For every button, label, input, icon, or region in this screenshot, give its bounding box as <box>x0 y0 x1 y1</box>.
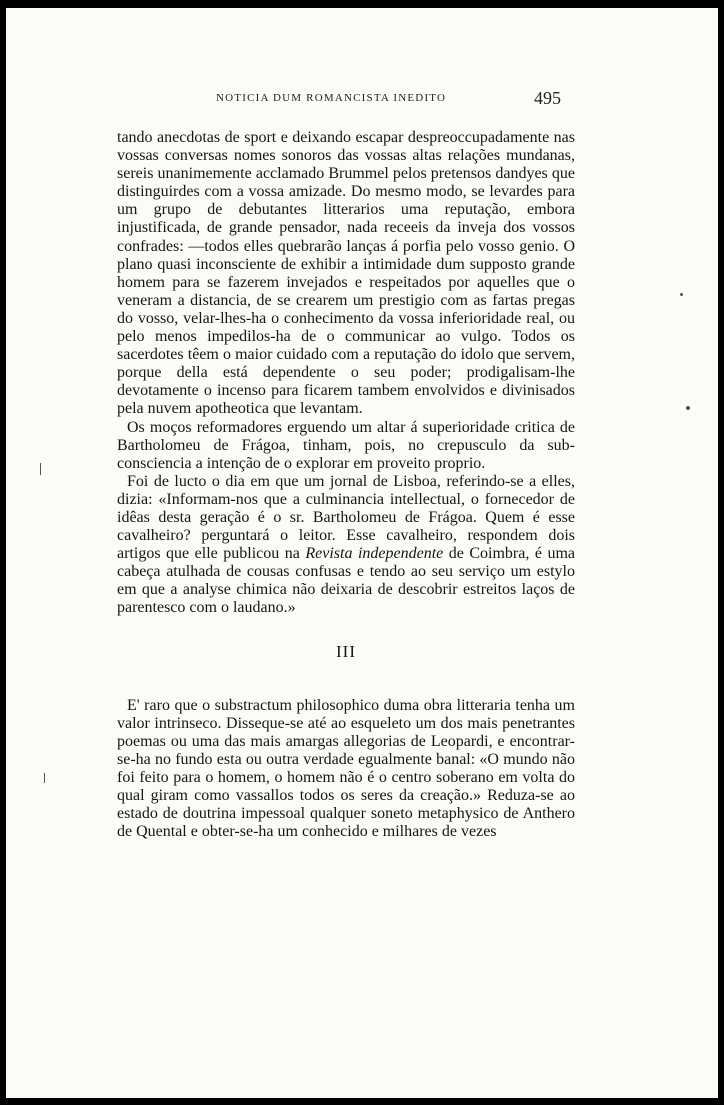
paragraph: E' raro que o substractum philosophico duma obra litteraria tenha um valor intrinseco. Disseque-se até ao esqueleto um dos mais penetrantes poemas ou uma das mais amargas allegorias de Leopardi, e encontrar-se-ha no fundo esta ou outra verdade egualmente banal: «O mundo não foi feito para o homem, o homem não é o centro soberano em volta do qual giram como vassallos todos os seres da creação.» Reduza-se ao estado de doutrina impessoal qualquer soneto metaphysico de Anthero de Quental e obter-se-ha um conhecido e milhares de vezes <box>117 696 575 841</box>
running-head: NOTICIA DUM ROMANCISTA INEDITO <box>216 92 447 104</box>
paragraph: tando anecdotas de sport e deixando escapar despreoccupadamente nas vossas conversas nomes sonoros das vossas altas relações mundanas, sereis unanimemente acclamado Brummel pelos pretensos dandyes que distinguirdes com a vossa amizade. Do mesmo modo, se levardes para um grupo de debutantes litterarios uma reputação, embora injustificada, de grande pensador, nada receeis da inveja dos vossos confrades: —todos elles quebrarão lanças á porfia pelo vosso genio. O plano quasi inconsciente de exhibir a intimidade dum supposto grande homem para se fazerem invejados e respeitados por aquelles que o veneram a distancia, de se crearem um prestigio com as fartas pregas do vosso, velar-lhes-ha o conhecimento da vossa inferioridade real, ou pelo menos impedilos-ha de o communicar ao vulgo. Todos os sacerdotes têem o maior cuidado com a reputação do idolo que servem, porque della está dependente o seu poder; prodigalisam-lhe devotamente o incenso para ficarem tambem envolvidos e divinisados pela nuvem apotheotica que levantam. <box>117 129 575 418</box>
body-text <box>117 129 575 841</box>
section-text <box>117 697 575 842</box>
paragraph-text: Foi de lucto o dia em que um jornal de Lisboa, referindo-se a elles, dizia: «Informam-nos que a culminancia intellectual, o fornecedor de idêas desta geração é o sr. Bartholomeu de Frágoa. Quem é esse cavalheiro? perguntará o leitor. Esse cavalheiro, respondem dois artigos que elle publicou na <box>117 472 575 563</box>
page-number: 495 <box>534 88 561 108</box>
section-heading: III <box>336 641 356 661</box>
journal-title: Revista independente <box>305 545 444 563</box>
paragraph-text: de Coimbra, é uma cabeça atulhada de cousas confusas e tendo ao seu serviço um estylo em que a analyse chimica não deixaria de descobrir estreitos laços de parentesco com o laudano.» <box>117 545 575 617</box>
book-page <box>6 8 718 1098</box>
page-header <box>6 88 718 112</box>
paper-speck <box>680 293 683 296</box>
paper-speck <box>40 463 41 475</box>
paper-speck <box>686 406 690 410</box>
paragraph: Os moços reformadores erguendo um altar á superioridade critica de Bartholomeu de Frágoa, tinham, pois, no crepusculo da sub-consciencia a intenção de o explorar em proveito proprio. <box>117 418 575 472</box>
paragraph <box>117 473 575 618</box>
paper-speck <box>44 773 45 783</box>
